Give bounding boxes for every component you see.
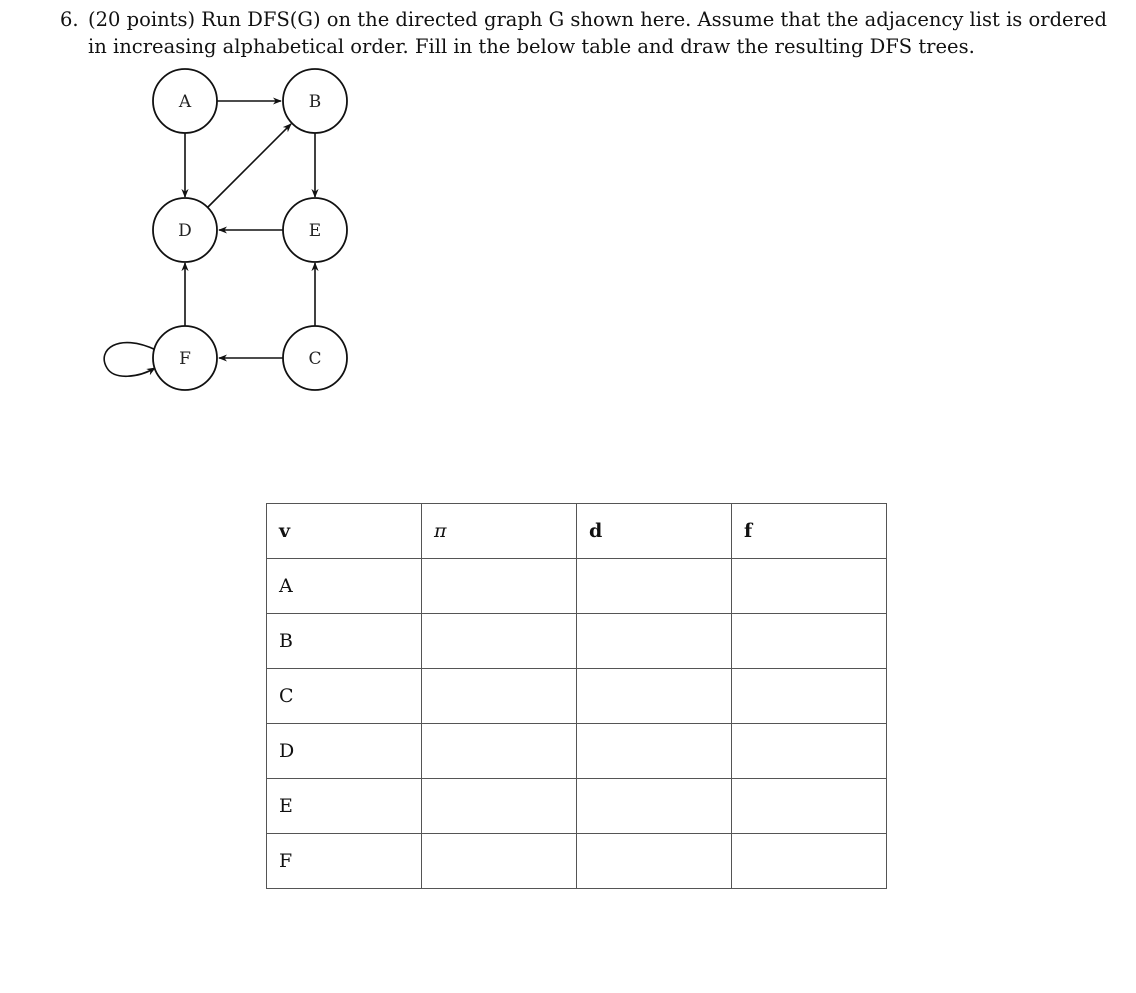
header-f: f [732, 504, 887, 559]
directed-graph [0, 0, 420, 400]
edge-f-f-self-loop [104, 343, 156, 377]
node-d-label: D [178, 221, 192, 241]
node-a [153, 69, 217, 133]
cell-d[interactable] [577, 724, 732, 779]
edge-d-b [208, 124, 291, 207]
header-v: v [267, 504, 422, 559]
node-a-label: A [178, 92, 192, 112]
cell-v: D [267, 724, 422, 779]
header-d: d [577, 504, 732, 559]
cell-d[interactable] [577, 834, 732, 889]
cell-v: A [267, 559, 422, 614]
table-row [267, 779, 887, 834]
table-header-row [267, 504, 887, 559]
cell-f[interactable] [732, 779, 887, 834]
cell-v: E [267, 779, 422, 834]
table-row [267, 834, 887, 889]
cell-v: F [267, 834, 422, 889]
cell-d[interactable] [577, 779, 732, 834]
cell-pi[interactable] [422, 724, 577, 779]
cell-v: C [267, 669, 422, 724]
node-c-label: C [308, 349, 322, 369]
question-line-2: in increasing alphabetical order. Fill in the below table and draw the resulting DFS trees. [88, 35, 975, 58]
node-f [153, 326, 217, 390]
cell-v: B [267, 614, 422, 669]
cell-d[interactable] [577, 614, 732, 669]
cell-f[interactable] [732, 669, 887, 724]
cell-pi[interactable] [422, 559, 577, 614]
cell-d[interactable] [577, 559, 732, 614]
table-row [267, 669, 887, 724]
node-e-label: E [308, 221, 322, 241]
cell-d[interactable] [577, 669, 732, 724]
cell-pi[interactable] [422, 614, 577, 669]
dfs-table [266, 503, 887, 889]
node-b-label: B [308, 92, 322, 112]
table-row [267, 559, 887, 614]
node-c [283, 326, 347, 390]
table-row [267, 724, 887, 779]
node-f-label: F [179, 349, 191, 369]
cell-f[interactable] [732, 614, 887, 669]
node-d [153, 198, 217, 262]
cell-f[interactable] [732, 724, 887, 779]
question-prompt-line-1: (20 points) Run DFS(G) on the directed graph G shown here. Assume that the adjacency list is ordered [88, 8, 1107, 31]
question-number: 6. [60, 8, 79, 31]
cell-pi[interactable] [422, 779, 577, 834]
header-pi: π [422, 504, 577, 559]
cell-f[interactable] [732, 834, 887, 889]
node-b [283, 69, 347, 133]
cell-f[interactable] [732, 559, 887, 614]
cell-pi[interactable] [422, 669, 577, 724]
node-e [283, 198, 347, 262]
cell-pi[interactable] [422, 834, 577, 889]
table-row [267, 614, 887, 669]
